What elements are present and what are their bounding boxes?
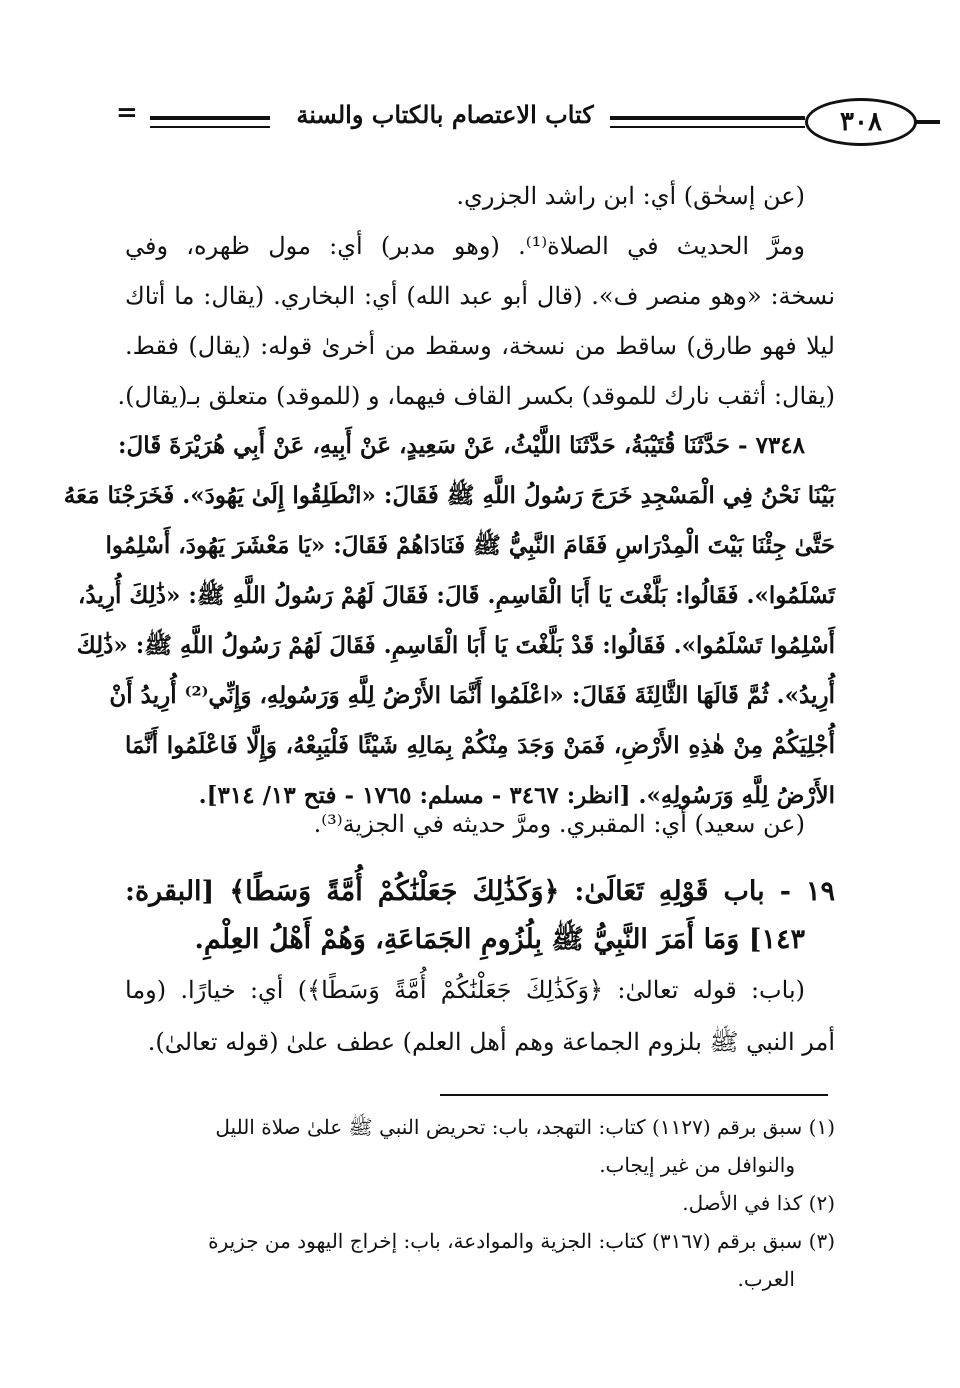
hadith-line: الأَرْضُ لِلَّهِ وَرَسُولِهِ». [انظر: ٣٤٦٧ - مسلم: ١٧٦٥ - فتح ١٣/ ٣١٤]. bbox=[198, 782, 835, 809]
footnote-continuation: والنوافل من غير إيجاب. bbox=[599, 1153, 795, 1177]
header-rule-right-top bbox=[610, 116, 805, 120]
body-line: (عن سعيد) أي: المقبري. ومرَّ حديثه في الجزية⁽³⁾. bbox=[313, 810, 805, 838]
body-line: أمر النبي ﷺ بلزوم الجماعة وهم أهل العلم) عطف علىٰ (قوله تعالىٰ). bbox=[147, 1028, 835, 1056]
hadith-line: حَتَّىٰ جِئْنَا بَيْتَ الْمِدْرَاسِ فَقَامَ النَّبِيُّ ﷺ فَنَادَاهُمْ فَقَالَ: «يَا مَعْشَرَ يَهُودَ، أَسْلِمُوا bbox=[105, 532, 835, 559]
body-line: نسخة: «وهو منصر ف». (قال أبو عبد الله) أي: البخاري. (يقال: ما أتاك bbox=[125, 282, 835, 310]
page-number bbox=[805, 98, 917, 146]
footnote-continuation: العرب. bbox=[737, 1267, 795, 1291]
header-rule-left-top bbox=[150, 116, 270, 120]
hadith-line: ٧٣٤٨ - حَدَّثَنَا قُتَيْبَةُ، حَدَّثَنَا اللَّيْثُ، عَنْ سَعِيدٍ، عَنْ أَبِيهِ، عَنْ أَبِي هُرَيْرَةَ قَالَ: bbox=[118, 432, 805, 459]
header-rule-edge bbox=[915, 120, 940, 124]
hadith-line: تَسْلَمُوا». فَقَالُوا: بَلَّغْتَ يَا أَبَا الْقَاسِمِ. قَالَ: فَقَالَ لَهُمْ رَسُولُ اللَّهِ ﷺ: «ذَٰلِكَ أُرِيدُ، bbox=[78, 582, 835, 609]
chapter-heading: ١٩ - باب قَوْلِهِ تَعَالَىٰ: ﴿وَكَذَٰلِكَ جَعَلْنَٰكُمْ أُمَّةً وَسَطًا﴾ [البقرة: bbox=[125, 876, 835, 907]
footnote: (١) سبق برقم (١١٢٧) كتاب: التهجد، باب: تحريض النبي ﷺ علىٰ صلاة الليل bbox=[215, 1115, 835, 1139]
body-line: (عن إسحٰق) أي: ابن راشد الجزري. bbox=[456, 182, 805, 210]
hadith-line: أُجْلِيَكُمْ مِنْ هٰذِهِ الأَرْضِ، فَمَنْ وَجَدَ مِنْكُمْ بِمَالِهِ شَيْئًا فَلْيَبِعْهُ، وَإِلَّا فَاعْلَمُوا أَنَّمَا bbox=[125, 732, 835, 759]
body-line: ومرَّ الحديث في الصلاة⁽¹⁾. (وهو مدبر) أي: مول ظهره، وفي bbox=[125, 232, 805, 260]
header-rule-right-bottom bbox=[610, 126, 805, 128]
page-number-text: ٣٠٨ bbox=[840, 107, 882, 137]
footnote: (٣) سبق برقم (٣١٦٧) كتاب: الجزية والموادعة، باب: إخراج اليهود من جزيرة bbox=[208, 1229, 835, 1253]
footnote: (٢) كذا في الأصل. bbox=[682, 1191, 835, 1215]
header-end-mark: = bbox=[116, 98, 138, 128]
header-rule-left-bottom bbox=[150, 126, 270, 128]
book-title: كتاب الاعتصام بالكتاب والسنة bbox=[296, 100, 594, 129]
footnote-separator bbox=[440, 1094, 828, 1096]
body-line: (يقال: أثقب نارك للموقد) بكسر القاف فيهما، و (للموقد) متعلق بـ(يقال). bbox=[117, 382, 835, 410]
page-header bbox=[110, 96, 882, 156]
hadith-line: أُرِيدُ». ثُمَّ قَالَهَا الثَّالِثَةَ فَقَالَ: «اعْلَمُوا أَنَّمَا الأَرْضُ لِلَّهِ وَرَسُولِهِ، وَإِنِّي⁽²⁾ أُرِيدُ أَنْ bbox=[109, 682, 835, 709]
hadith-line: بَيْنَا نَحْنُ فِي الْمَسْجِدِ خَرَجَ رَسُولُ اللَّهِ ﷺ فَقَالَ: «انْطَلِقُوا إِلَىٰ يَهُودَ». فَخَرَجْنَا مَعَهُ bbox=[63, 482, 835, 509]
hadith-line: أَسْلِمُوا تَسْلَمُوا». فَقَالُوا: قَدْ بَلَّغْتَ يَا أَبَا الْقَاسِمِ. فَقَالَ لَهُمْ رَسُولُ اللَّهِ ﷺ: «ذَٰلِكَ bbox=[76, 632, 835, 659]
chapter-heading: ١٤٣] وَمَا أَمَرَ النَّبِيُّ ﷺ بِلُزُومِ الجَمَاعَةِ، وَهُمْ أَهْلُ العِلْمِ. bbox=[194, 924, 805, 955]
body-line: ليلا فهو طارق) ساقط من نسخة، وسقط من أخرىٰ قوله: (يقال) فقط. bbox=[125, 332, 835, 360]
body-line: (باب: قوله تعالىٰ: ﴿وَكَذَٰلِكَ جَعَلْنَٰكُمْ أُمَّةً وَسَطًا﴾) أي: خيارًا. (وما bbox=[125, 976, 805, 1004]
